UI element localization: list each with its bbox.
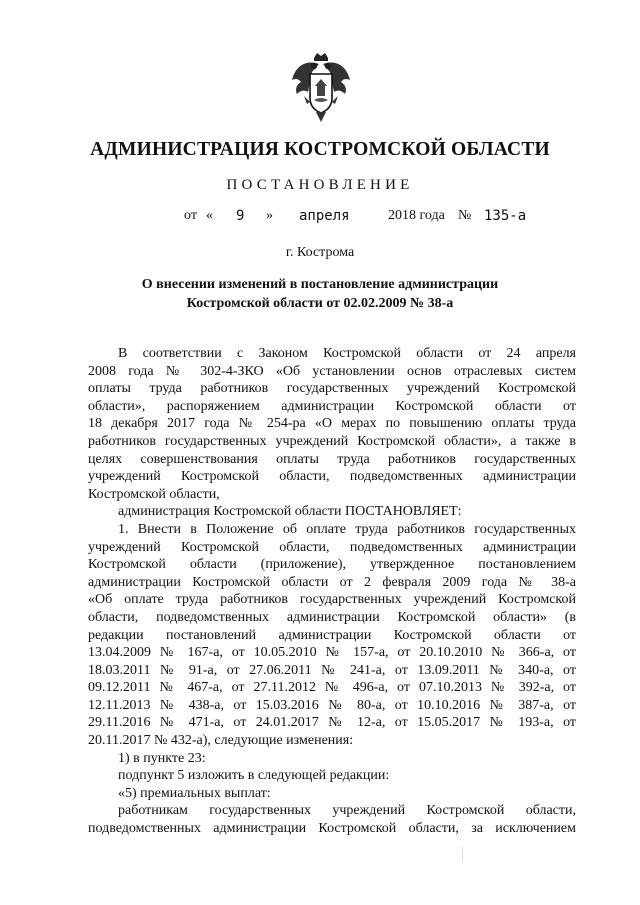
body-line: администрация Костромской области ПОСТАНОВЛЯЕТ: xyxy=(118,504,462,520)
quote-close: » xyxy=(266,208,273,223)
body-line: целях совершенствования оплаты труда работников государственных xyxy=(88,451,576,467)
document-number: 135-а xyxy=(484,208,527,224)
body-line: оплаты труда работников государственных учреждений Костромской xyxy=(88,381,576,397)
document-title-line-2: Костромской области от 02.02.2009 № 38-а xyxy=(186,296,454,311)
body-line: Костромской области, xyxy=(88,486,220,502)
document-title-line-1: О внесении изменений в постановление администрации xyxy=(141,277,499,292)
date-year: 2018 года xyxy=(388,208,445,223)
body-line: подведомственных администрации Костромской области, за исключением xyxy=(88,821,576,837)
body-line: редакции постановлений администрации Костромской области от xyxy=(88,627,576,643)
body-line: работников государственных учреждений Костромской области», а также в xyxy=(88,433,576,449)
body-line: 09.12.2011 № 467-а, от 27.11.2012 № 496-а, от 07.10.2013 № 392-а, от xyxy=(88,680,576,696)
document-body xyxy=(88,345,576,838)
body-line: администрации Костромской области от 2 февраля 2009 года № 38-а xyxy=(88,574,576,590)
coat-of-arms-icon xyxy=(290,52,352,126)
body-line: Костромской области (приложение), утвержденное постановлением xyxy=(88,557,576,573)
body-line: учреждений Костромской области, подведомственных администрации xyxy=(88,469,576,485)
city: г. Кострома xyxy=(285,245,355,260)
body-line: «Об оплате труда работников государственных учреждений Костромской xyxy=(88,592,576,608)
body-line: области», распоряжением администрации Костромской области от xyxy=(88,398,576,414)
body-line: «5) премиальных выплат: xyxy=(118,785,271,801)
body-line: 20.11.2017 № 432-а), следующие изменения: xyxy=(88,733,354,749)
body-line: 13.04.2009 № 167-а, от 10.05.2010 № 157-а, от 20.10.2010 № 366-а, от xyxy=(88,645,576,661)
body-line: 1. Внести в Положение об оплате труда работников государственных xyxy=(118,521,576,537)
date-prefix: от xyxy=(184,208,197,223)
date-month: апреля xyxy=(299,208,350,224)
document-type: ПОСТАНОВЛЕНИЕ xyxy=(226,177,414,193)
body-line: 12.11.2013 № 438-а, от 15.03.2016 № 80-а, от 10.10.2016 № 387-а, от xyxy=(88,697,576,713)
scan-mark xyxy=(462,847,463,861)
date-day: 9 xyxy=(236,208,245,224)
body-line: учреждений Костромской области, подведомственных администрации xyxy=(88,539,576,555)
body-line: 1) в пункте 23: xyxy=(118,750,206,766)
date-line xyxy=(0,208,640,230)
body-line: 18 декабря 2017 года № 254-ра «О мерах по повышению оплаты труда xyxy=(88,416,576,432)
body-line: подпункт 5 изложить в следующей редакции: xyxy=(118,768,390,784)
body-line: В соответствии с Законом Костромской области от 24 апреля xyxy=(118,346,576,361)
organization-name: АДМИНИСТРАЦИЯ КОСТРОМСКОЙ ОБЛАСТИ xyxy=(90,139,550,160)
body-line: 2008 года № 302-4-ЗКО «Об установлении основ отраслевых систем xyxy=(88,363,576,379)
body-line: 18.03.2011 № 91-а, от 27.06.2011 № 241-а, от 13.09.2011 № 340-а, от xyxy=(88,662,576,678)
number-sign: № xyxy=(458,208,472,223)
body-line: области, подведомственных администрации Костромской области» (в xyxy=(88,609,576,625)
body-line: 29.11.2016 № 471-а, от 24.01.2017 № 12-а, от 15.05.2017 № 193-а, от xyxy=(88,715,576,731)
quote-open: « xyxy=(206,208,213,223)
body-line: работникам государственных учреждений Костромской области, xyxy=(118,803,576,819)
